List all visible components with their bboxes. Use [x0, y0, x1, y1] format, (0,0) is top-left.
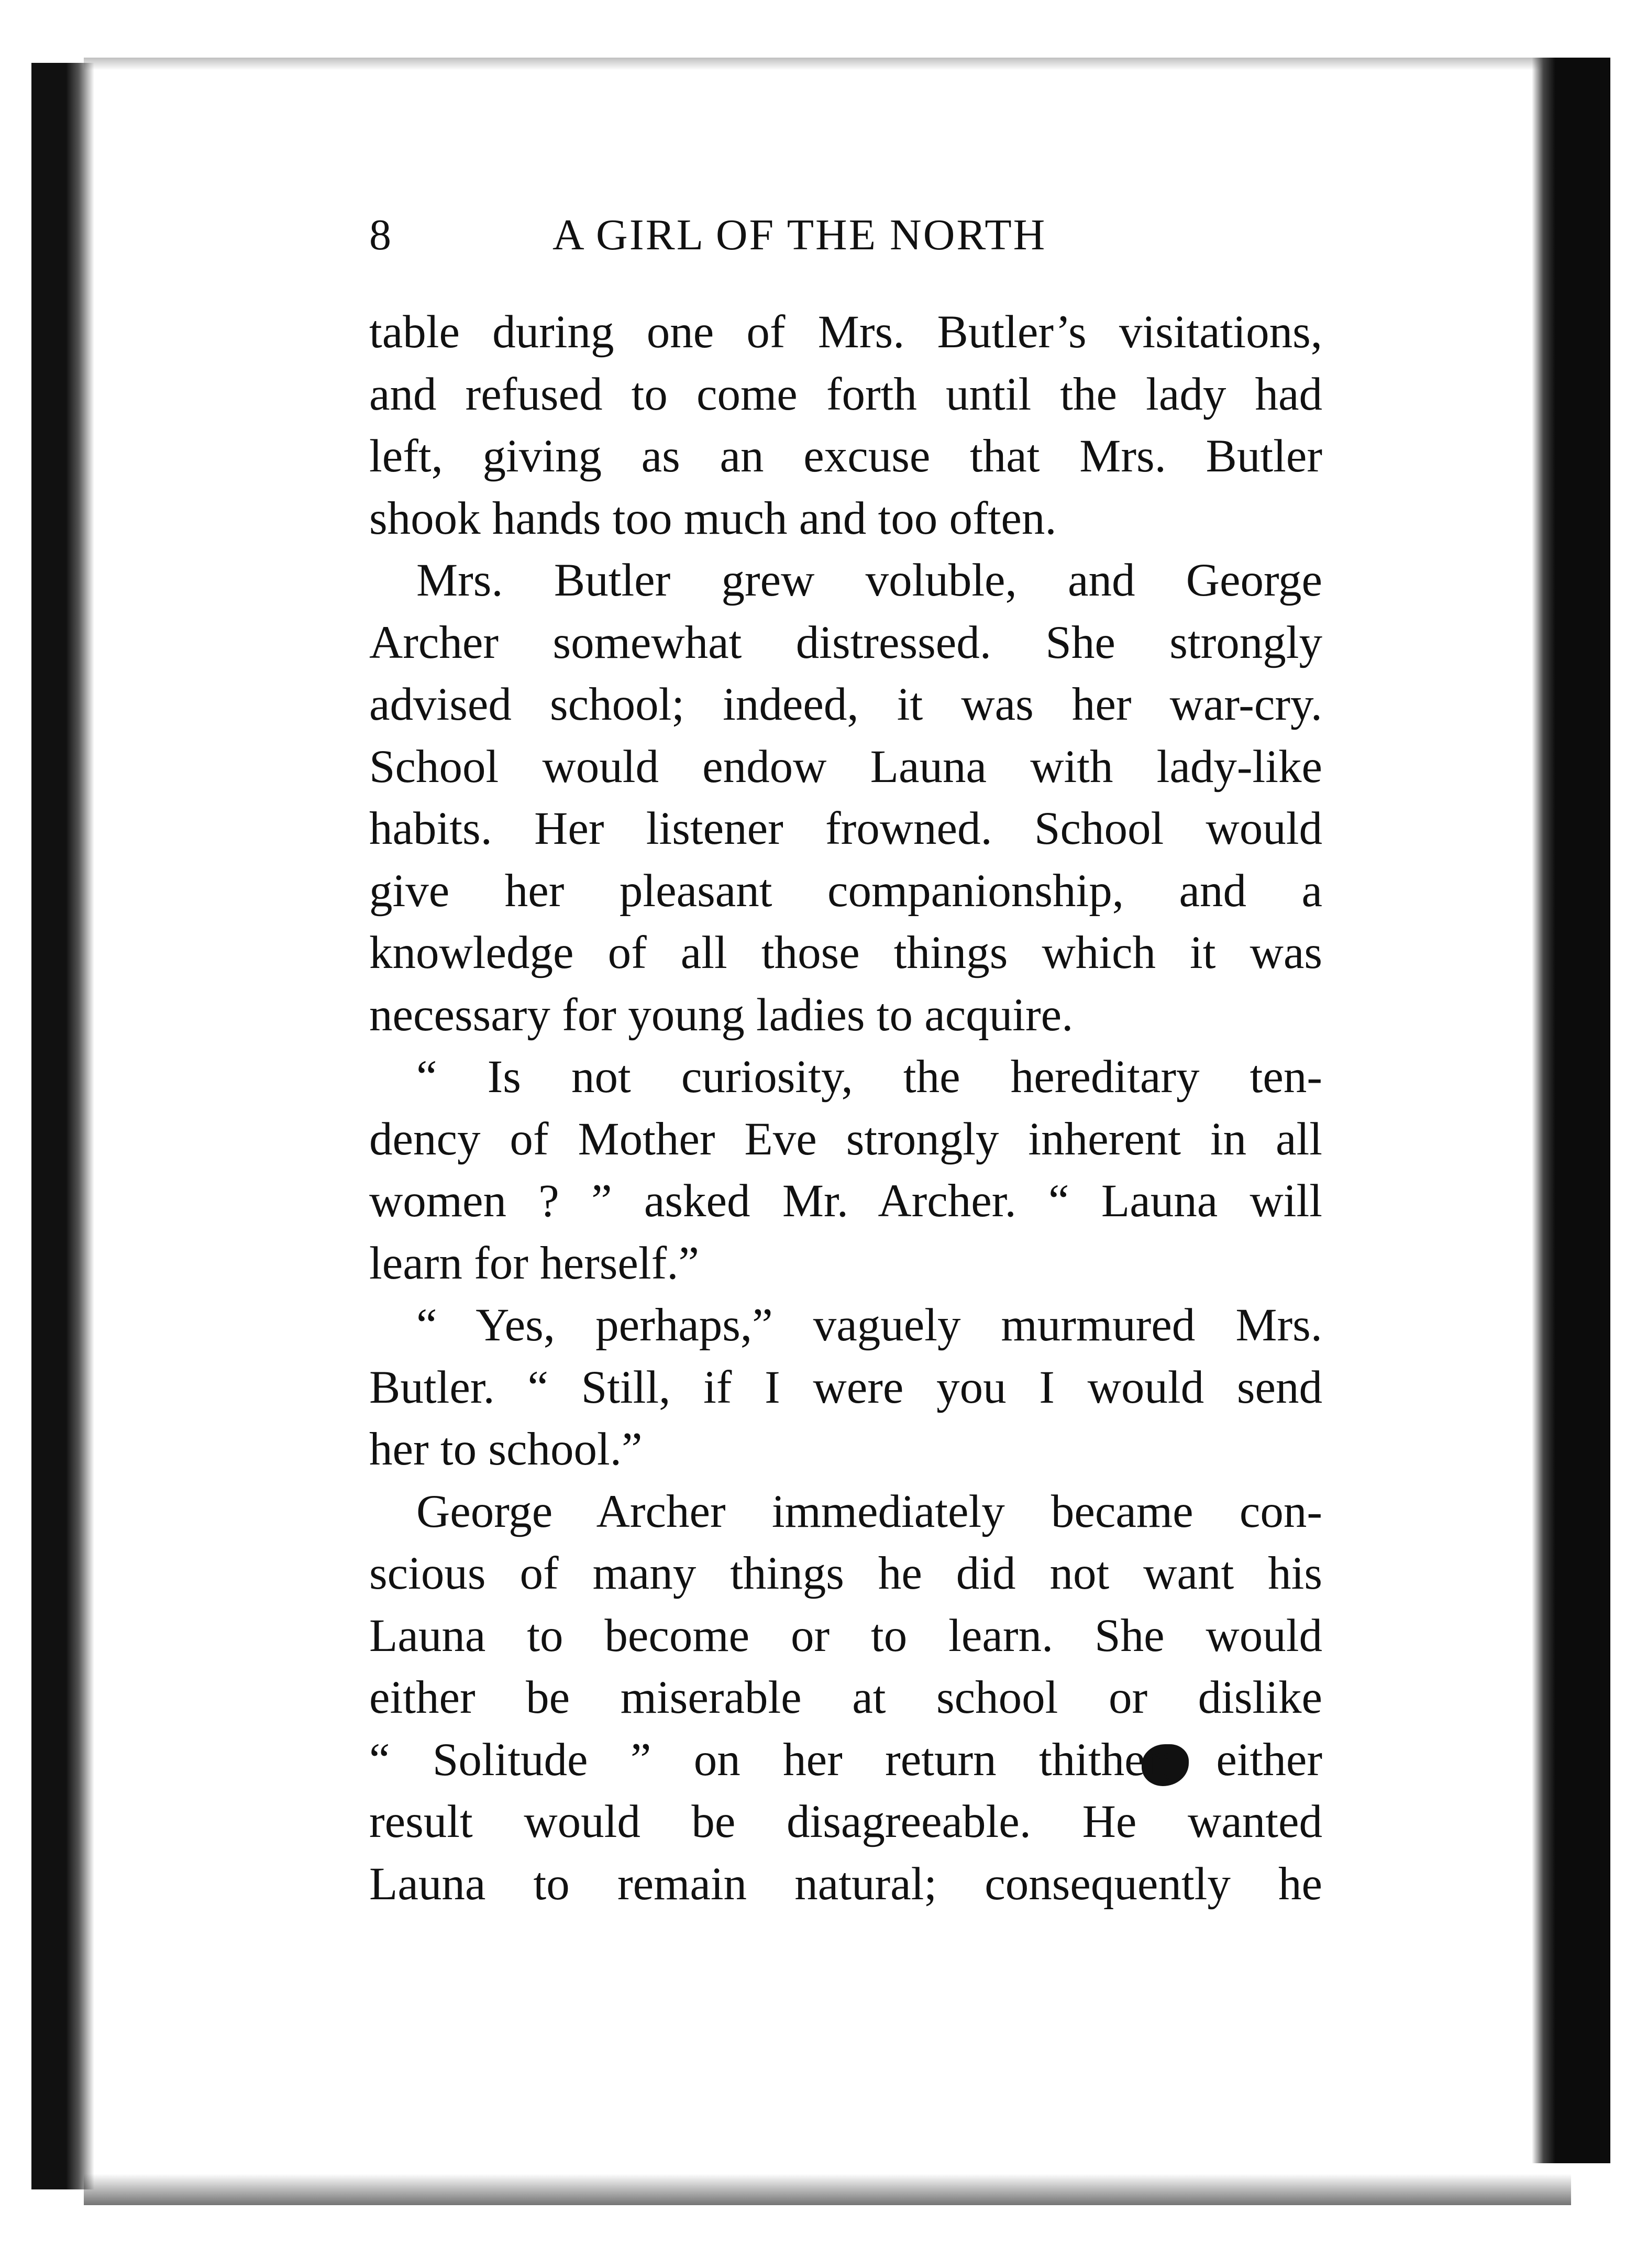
text-line: result would be disagreeable. He wanted [369, 1796, 1322, 1847]
text-line: Butler. “ Still, if I were you I would send [369, 1361, 1322, 1413]
text-line: Launa to become or to learn. She would [369, 1610, 1322, 1661]
text-line: advised school; indeed, it was her war-cry. [369, 679, 1322, 730]
text-line: dency of Mother Eve strongly inherent in all [369, 1113, 1322, 1165]
text-line: shook hands too much and too often. [369, 492, 1057, 544]
text-line: table during one of Mrs. Butler’s visitations, [369, 306, 1322, 358]
text-line: “ Is not curiosity, the hereditary ten- [416, 1051, 1322, 1103]
text-line: Launa to remain natural; consequently he [369, 1858, 1322, 1910]
text-line: knowledge of all those things which it was [369, 927, 1322, 978]
text-line: “ Yes, perhaps,” vaguely murmured Mrs. [416, 1300, 1322, 1351]
scan-edge-top [84, 58, 1571, 70]
running-title: A GIRL OF THE NORTH [552, 211, 1047, 259]
scan-edge-left [31, 63, 94, 2189]
text-line: “ Solitude ” on her return thither; either [369, 1734, 1322, 1786]
text-line: give her pleasant companionship, and a [369, 865, 1322, 917]
page-header [369, 210, 1333, 272]
body-text [369, 301, 1322, 1915]
text-line: learn for herself.” [369, 1237, 700, 1289]
page-number: 8 [369, 211, 393, 259]
text-line: Archer somewhat distressed. She strongly [369, 616, 1322, 668]
text-line: Mrs. Butler grew voluble, and George [416, 555, 1322, 606]
scan-edge-right [1532, 58, 1610, 2163]
text-line: women ? ” asked Mr. Archer. “ Launa will [369, 1175, 1322, 1227]
text-line: her to school.” [369, 1424, 643, 1475]
text-line: George Archer immediately became con- [416, 1485, 1322, 1537]
scan-edge-bottom [84, 2174, 1571, 2205]
text-line: and refused to come forth until the lady had [369, 368, 1322, 420]
text-line: either be miserable at school or dislike [369, 1672, 1322, 1723]
text-line: necessary for young ladies to acquire. [369, 989, 1074, 1041]
text-line: scious of many things he did not want his [369, 1548, 1322, 1599]
text-line: School would endow Launa with lady-like [369, 741, 1322, 792]
text-line: habits. Her listener frowned. School would [369, 803, 1322, 854]
text-line: left, giving as an excuse that Mrs. Butler [369, 431, 1322, 482]
